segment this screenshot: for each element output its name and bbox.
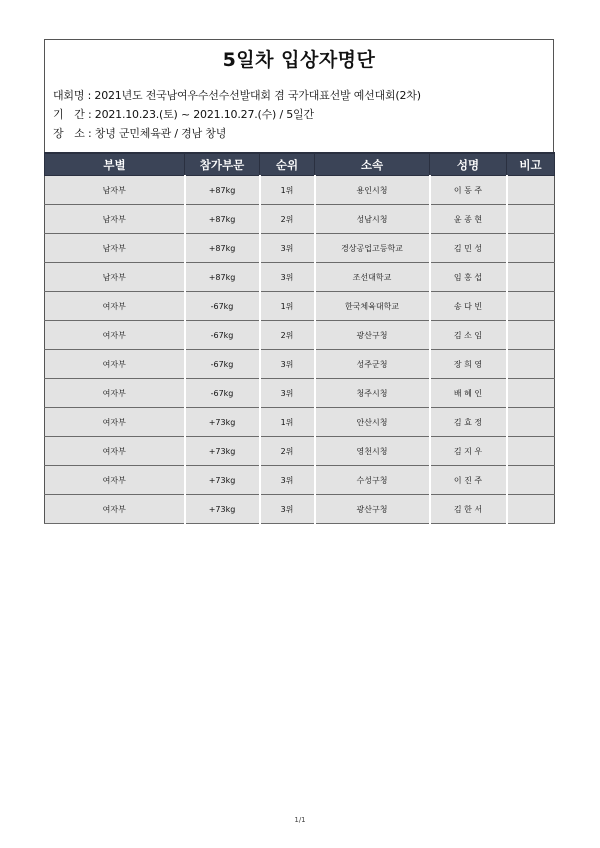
cell-rank: 1위 — [260, 292, 315, 321]
cell-category: -67kg — [185, 379, 260, 408]
cell-category: +73kg — [185, 437, 260, 466]
cell-division: 여자부 — [45, 437, 185, 466]
cell-name: 김 소 임 — [430, 321, 507, 350]
cell-affiliation: 수성구청 — [315, 466, 430, 495]
cell-affiliation: 광산구청 — [315, 495, 430, 524]
cell-category: +73kg — [185, 495, 260, 524]
cell-division: 남자부 — [45, 234, 185, 263]
header-category: 참가부문 — [185, 153, 260, 176]
cell-division: 여자부 — [45, 466, 185, 495]
cell-division: 여자부 — [45, 379, 185, 408]
cell-category: -67kg — [185, 321, 260, 350]
cell-name: 장 희 영 — [430, 350, 507, 379]
table-row — [45, 263, 555, 292]
cell-category: +87kg — [185, 234, 260, 263]
table-row — [45, 350, 555, 379]
table-row — [45, 321, 555, 350]
cell-affiliation: 성남시청 — [315, 205, 430, 234]
cell-name: 송 다 빈 — [430, 292, 507, 321]
cell-affiliation: 경상공업고등학교 — [315, 234, 430, 263]
cell-division: 남자부 — [45, 176, 185, 205]
cell-affiliation: 성주군청 — [315, 350, 430, 379]
header-rank: 순위 — [260, 153, 315, 176]
table-row — [45, 234, 555, 263]
cell-division: 여자부 — [45, 408, 185, 437]
cell-category: +73kg — [185, 466, 260, 495]
period-label: 기 간 : — [53, 108, 92, 121]
cell-rank: 1위 — [260, 176, 315, 205]
cell-rank: 3위 — [260, 495, 315, 524]
cell-division: 남자부 — [45, 205, 185, 234]
event-label: 대회명 : — [53, 89, 92, 102]
table-row — [45, 495, 555, 524]
cell-category: +87kg — [185, 205, 260, 234]
cell-affiliation: 광산구청 — [315, 321, 430, 350]
cell-note — [507, 234, 555, 263]
cell-name: 김 지 우 — [430, 437, 507, 466]
cell-note — [507, 466, 555, 495]
cell-rank: 2위 — [260, 321, 315, 350]
cell-rank: 2위 — [260, 205, 315, 234]
cell-note — [507, 321, 555, 350]
cell-division: 여자부 — [45, 292, 185, 321]
header-name: 성명 — [430, 153, 507, 176]
results-table — [44, 152, 555, 524]
place-value: 창녕 군민체육관 / 경남 창녕 — [94, 127, 227, 140]
header-box — [44, 39, 554, 152]
cell-note — [507, 408, 555, 437]
cell-affiliation: 영천시청 — [315, 437, 430, 466]
cell-division: 남자부 — [45, 263, 185, 292]
cell-rank: 2위 — [260, 437, 315, 466]
cell-name: 김 효 정 — [430, 408, 507, 437]
cell-name: 김 한 서 — [430, 495, 507, 524]
cell-category: +73kg — [185, 408, 260, 437]
page-title: 5일차 입상자명단 — [222, 49, 376, 71]
event-row — [53, 86, 545, 105]
cell-affiliation: 한국체육대학교 — [315, 292, 430, 321]
cell-name: 임 홍 섭 — [430, 263, 507, 292]
place-label: 장 소 : — [53, 127, 92, 140]
header-note: 비고 — [507, 153, 555, 176]
cell-division: 여자부 — [45, 495, 185, 524]
cell-note — [507, 263, 555, 292]
cell-affiliation: 용인시청 — [315, 176, 430, 205]
cell-division: 여자부 — [45, 321, 185, 350]
cell-note — [507, 292, 555, 321]
cell-note — [507, 176, 555, 205]
cell-name: 이 진 주 — [430, 466, 507, 495]
page-number: 1/1 — [294, 816, 306, 824]
cell-rank: 3위 — [260, 379, 315, 408]
cell-affiliation: 청주시청 — [315, 379, 430, 408]
cell-division: 여자부 — [45, 350, 185, 379]
cell-note — [507, 379, 555, 408]
cell-affiliation: 안산시청 — [315, 408, 430, 437]
cell-note — [507, 495, 555, 524]
cell-name: 김 민 성 — [430, 234, 507, 263]
event-info — [53, 86, 545, 143]
table-row — [45, 408, 555, 437]
cell-rank: 3위 — [260, 263, 315, 292]
cell-name: 배 혜 인 — [430, 379, 507, 408]
cell-category: -67kg — [185, 350, 260, 379]
header-affiliation: 소속 — [315, 153, 430, 176]
table-row — [45, 176, 555, 205]
cell-note — [507, 350, 555, 379]
table-body — [45, 176, 555, 524]
cell-affiliation: 조선대학교 — [315, 263, 430, 292]
table-header-row — [45, 153, 555, 176]
table-row — [45, 437, 555, 466]
cell-name: 이 동 주 — [430, 176, 507, 205]
period-value: 2021.10.23.(토) ~ 2021.10.27.(수) / 5일간 — [94, 108, 314, 121]
place-row — [53, 124, 545, 143]
period-row — [53, 105, 545, 124]
table-row — [45, 466, 555, 495]
cell-rank: 1위 — [260, 408, 315, 437]
table-row — [45, 292, 555, 321]
cell-rank: 3위 — [260, 466, 315, 495]
table-row — [45, 205, 555, 234]
event-value: 2021년도 전국남여우수선수선발대회 겸 국가대표선발 예선대회(2차) — [94, 89, 421, 102]
header-division: 부별 — [45, 153, 185, 176]
cell-note — [507, 437, 555, 466]
cell-category: +87kg — [185, 176, 260, 205]
cell-rank: 3위 — [260, 234, 315, 263]
results-sheet — [44, 39, 554, 524]
cell-category: -67kg — [185, 292, 260, 321]
cell-name: 윤 종 현 — [430, 205, 507, 234]
cell-rank: 3위 — [260, 350, 315, 379]
cell-note — [507, 205, 555, 234]
cell-category: +87kg — [185, 263, 260, 292]
table-row — [45, 379, 555, 408]
